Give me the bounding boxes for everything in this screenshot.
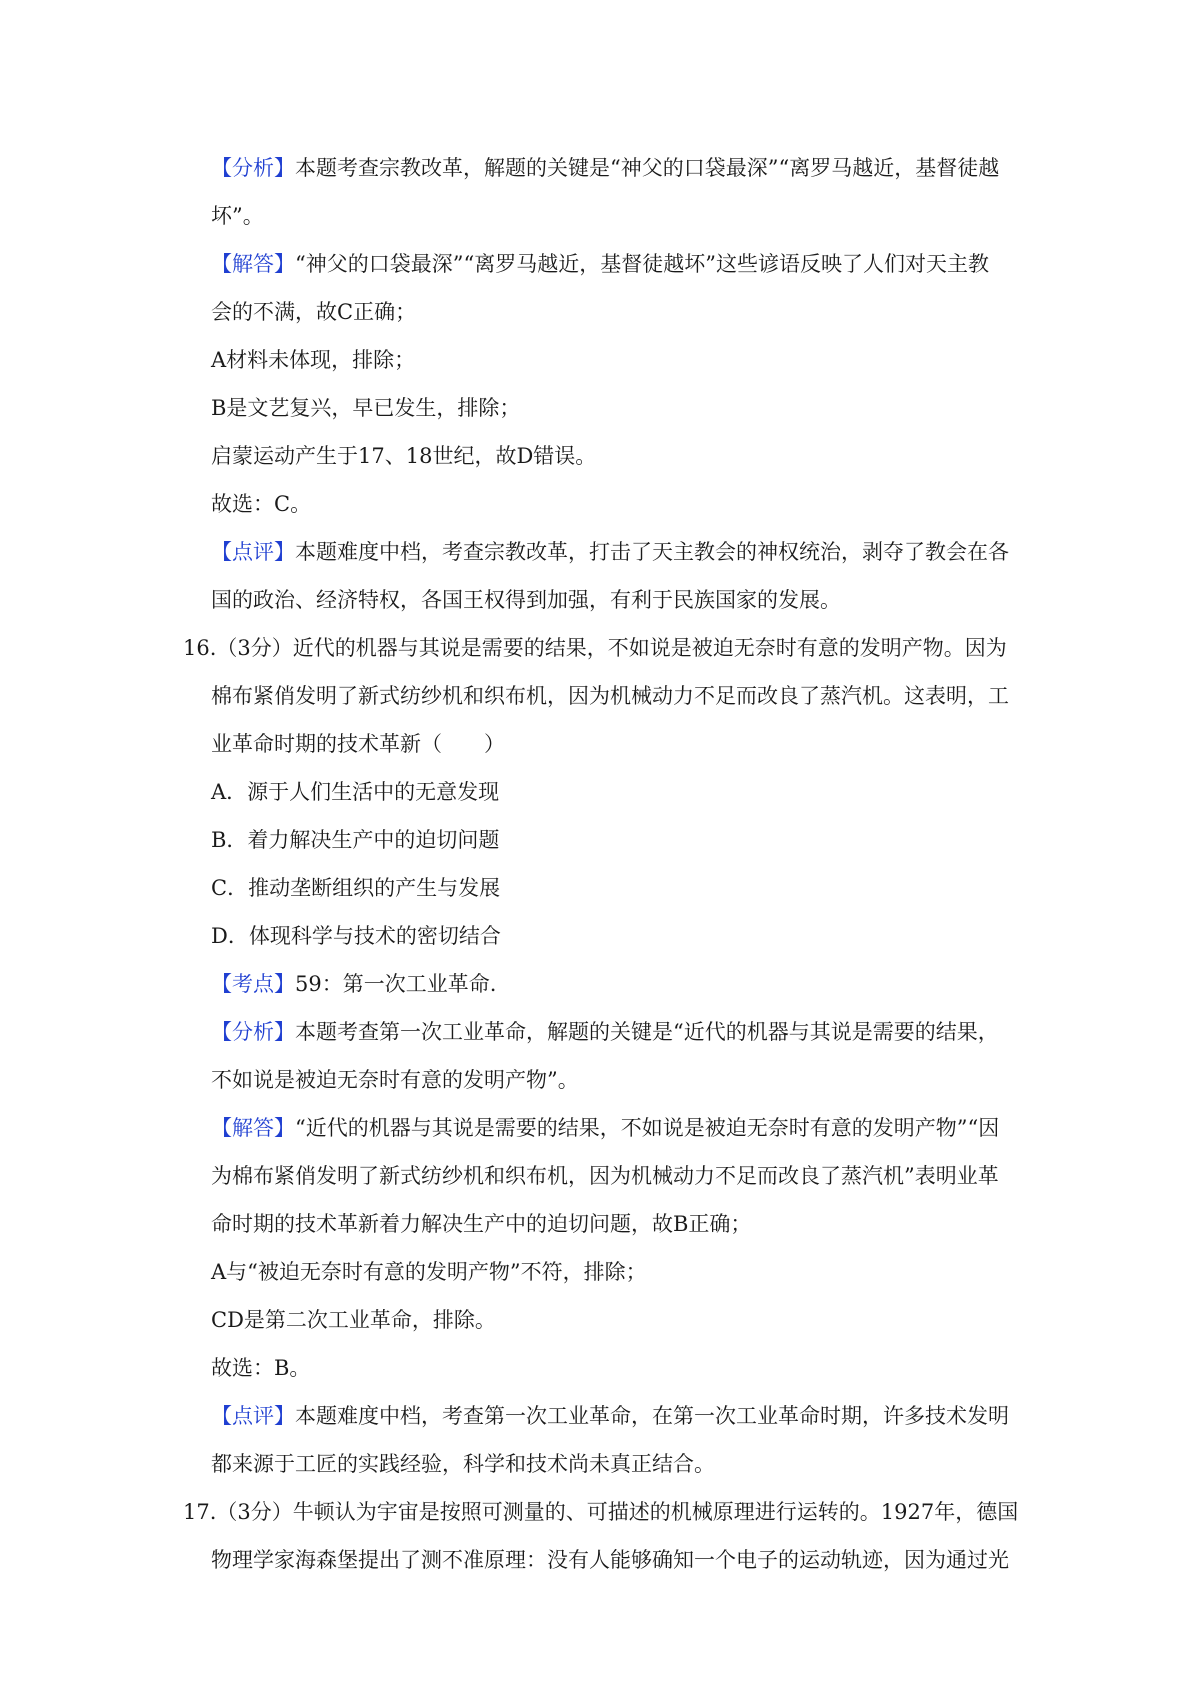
analysis-16-line-2: 不如说是被迫无奈时有意的发明产物”。 (211, 1068, 579, 1092)
question-16-option-b: B．着力解决生产中的迫切问题 (211, 828, 500, 852)
comment-text: 本题难度中档，考查宗教改革，打击了天主教会的神权统治，剥夺了教会在各 (295, 540, 1009, 564)
question-16-option-d: D．体现科学与技术的密切结合 (211, 924, 501, 948)
analysis-tag: 【分析】 (211, 1020, 295, 1044)
answer-15-option-a: A材料未体现，排除； (211, 348, 416, 372)
question-17-stem-line-2: 物理学家海森堡提出了测不准原理：没有人能够确知一个电子的运动轨迹，因为通过光 (211, 1548, 1009, 1572)
answer-16-line-2: 为棉布紧俏发明了新式纺纱机和织布机，因为机械动力不足而改良了蒸汽机”表明业革 (211, 1164, 999, 1188)
comment-15-line-1 (211, 537, 1009, 567)
answer-tag: 【解答】 (211, 1116, 295, 1140)
analysis-text: 本题考查宗教改革，解题的关键是“神父的口袋最深”“离罗马越近，基督徒越 (295, 156, 1000, 180)
question-16-option-c: C．推动垄断组织的产生与发展 (211, 876, 501, 900)
analysis-text: 本题考查第一次工业革命，解题的关键是“近代的机器与其说是需要的结果， (295, 1020, 999, 1044)
analysis-16-line-1 (211, 1017, 999, 1047)
analysis-15-line-1 (211, 153, 999, 183)
point-16 (211, 969, 496, 999)
answer-15-option-d: 启蒙运动产生于17、18世纪，故D错误。 (211, 444, 597, 468)
answer-16-option-cd: CD是第二次工业革命，排除。 (211, 1308, 496, 1332)
analysis-tag: 【分析】 (211, 156, 295, 180)
answer-tag: 【解答】 (211, 252, 295, 276)
question-17-stem-line-1: 17.（3分）牛顿认为宇宙是按照可测量的、可描述的机械原理进行运转的。1927年，德国 (183, 1500, 1019, 1524)
question-16-stem-line-3: 业革命时期的技术革新（ ） (211, 732, 505, 756)
comment-16-line-1 (211, 1401, 1009, 1431)
comment-tag: 【点评】 (211, 540, 295, 564)
answer-16-choice: 故选：B。 (211, 1356, 311, 1380)
question-16-option-a: A．源于人们生活中的无意发现 (211, 780, 500, 804)
answer-15-line-2: 会的不满，故C正确； (211, 300, 417, 324)
point-tag: 【考点】 (211, 972, 295, 996)
answer-16-line-1 (211, 1113, 999, 1143)
answer-15-line-1 (211, 249, 989, 279)
answer-16-option-a: A与“被迫无奈时有意的发明产物”不符，排除； (211, 1260, 647, 1284)
answer-text: “神父的口袋最深”“离罗马越近，基督徒越坏”这些谚语反映了人们对天主教 (295, 252, 989, 276)
question-16-stem-line-1: 16.（3分）近代的机器与其说是需要的结果，不如说是被迫无奈时有意的发明产物。因为 (183, 636, 1007, 660)
analysis-15-line-2: 坏”。 (211, 204, 264, 228)
point-text: 59：第一次工业革命. (295, 972, 497, 996)
answer-15-choice: 故选：C。 (211, 492, 312, 516)
comment-16-line-2: 都来源于工匠的实践经验，科学和技术尚未真正结合。 (211, 1452, 715, 1476)
comment-text: 本题难度中档，考查第一次工业革命，在第一次工业革命时期，许多技术发明 (295, 1404, 1009, 1428)
answer-15-option-b: B是文艺复兴，早已发生，排除； (211, 396, 521, 420)
comment-tag: 【点评】 (211, 1404, 295, 1428)
comment-15-line-2: 国的政治、经济特权，各国王权得到加强，有利于民族国家的发展。 (211, 588, 841, 612)
answer-16-line-3: 命时期的技术革新着力解决生产中的迫切问题，故B正确； (211, 1212, 752, 1236)
answer-text: “近代的机器与其说是需要的结果，不如说是被迫无奈时有意的发明产物”“因 (295, 1116, 1000, 1140)
question-16-stem-line-2: 棉布紧俏发明了新式纺纱机和织布机，因为机械动力不足而改良了蒸汽机。这表明，工 (211, 684, 1009, 708)
